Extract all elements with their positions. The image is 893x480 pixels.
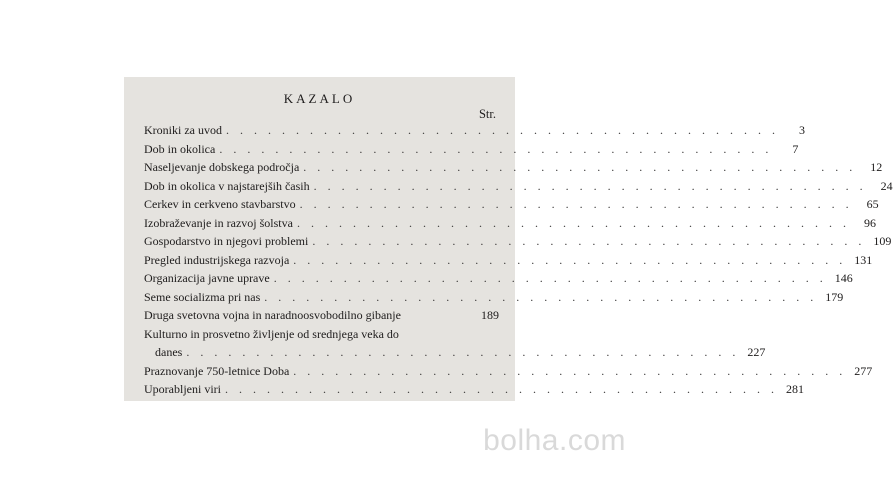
toc-entry (144, 140, 799, 159)
toc-entry (144, 288, 844, 307)
toc-entry (144, 325, 499, 344)
toc-entry-page: 109 (873, 234, 892, 248)
toc-entry-page: 96 (863, 215, 876, 230)
toc-entry (144, 195, 879, 214)
toc-entry (144, 121, 805, 140)
contents-heading: KAZALO (283, 91, 356, 106)
toc-entry-title: Organizacija javne uprave (144, 271, 270, 285)
toc-entry-title: Dob in okolica v najstarejših časih (144, 178, 310, 193)
toc-entry-title: Praznovanje 750-letnice Doba (144, 363, 290, 378)
toc-entry-title: Seme socializma pri nas (144, 289, 261, 304)
toc-entry-page: 227 (747, 345, 766, 359)
dot-leader: . . . . . . . . . . . . . . . . . . . . . . . . . . . . . . . . . . . . . . . . (293, 252, 847, 267)
toc-entry-title: Druga svetovna vojna in naradnoosvobodilno gibanje (144, 308, 401, 322)
toc-entry-page: 131 (854, 252, 873, 267)
toc-entry-title: danes (155, 345, 183, 359)
dot-leader: . . . . . . . . . . . . . . . . . . . . . . . . . . . . . . . . . . . . . . . . (224, 382, 778, 396)
toc-entry (144, 158, 883, 177)
toc-entry-page: 277 (854, 363, 873, 378)
toc-entry (144, 251, 873, 270)
dot-leader: . . . . . . . . . . . . . . . . . . . . . . . . . . . . . . . . . . . . . . . . (219, 141, 773, 156)
page-column-label: Str. (478, 107, 496, 121)
dot-leader: . . . . . . . . . . . . . . . . . . . . . . . . . . . . . . . . . . . . . . . . (303, 160, 857, 174)
toc-entry-page: 146 (834, 271, 853, 285)
site-watermark: bolha.com (483, 424, 626, 457)
book-page (124, 77, 893, 401)
toc-entry-title: Cerkev in cerkveno stavbarstvo (144, 197, 296, 211)
dot-leader: . . . . . . . . . . . . . . . . . . . . . . . . . . . . . . . . . . . . . . . . (299, 197, 853, 211)
toc-entry-page: 189 (481, 308, 499, 322)
toc-entry-page: 281 (785, 382, 804, 396)
toc-entry-page: 179 (825, 289, 844, 304)
dot-leader: . . . . . . . . . . . . . . . . . . . . . . . . . . . . . . . . . . . . . . . . (296, 215, 850, 230)
dot-leader: . . . . . . . . . . . . . . . . . . . . . . . . . . . . . . . . . . . . . . . . (186, 345, 740, 359)
dot-leader: . . . . . . . . . . . . . . . . . . . . . . . . . . . . . . . . . . . . . . . . (273, 271, 827, 285)
toc-entry (144, 177, 893, 196)
toc-entry (144, 214, 876, 233)
dot-leader: . . . . . . . . . . . . . . . . . . . . . . . . . . . . . . . . . . . . . . . . (313, 178, 867, 193)
toc-entry-page: 3 (798, 123, 805, 137)
dot-leader: . . . . . . . . . . . . . . . . . . . . . . . . . . . . . . . . . . . . . . . . (264, 289, 818, 304)
toc-entry-title: Pregled industrijskega razvoja (144, 252, 290, 267)
toc-entry-continuation (144, 343, 766, 362)
dot-leader: . . . . . . . . . . . . . . . . . . . . . . . . . . . . . . . . . . . . . . . . (293, 363, 847, 378)
toc-entry-title: Kroniki za uvod (144, 123, 222, 137)
toc-entry-page: 12 (870, 160, 883, 174)
toc-entry-title: Gospodarstvo in njegovi problemi (144, 234, 309, 248)
toc-entry-page: 65 (866, 197, 879, 211)
toc-entry-page: 7 (792, 141, 799, 156)
toc-entry-title: Dob in okolica (144, 141, 216, 156)
dot-leader: . . . . . . . . . . . . . . . . . . . . . . . . . . . . . . . . . . . . . . . . (312, 234, 866, 248)
table-of-contents (144, 121, 893, 399)
toc-entry-title: Naseljevanje dobskega področja (144, 160, 300, 174)
toc-entry-page: 24 (880, 178, 893, 193)
toc-entry (144, 269, 853, 288)
toc-entry (144, 380, 804, 399)
toc-entry-title: Uporabljeni viri (144, 382, 221, 396)
toc-entry (144, 362, 873, 381)
dot-leader: . . . . . . . . . . . . . . . . . . . . . . . . . . . . . . . . . . . . . . . . (225, 123, 779, 137)
toc-entry-title: Izobraževanje in razvoj šolstva (144, 215, 293, 230)
toc-entry (144, 306, 499, 325)
toc-entry-title: Kulturno in prosvetno življenje od srednjega veka do (144, 326, 399, 341)
toc-entry (144, 232, 892, 251)
